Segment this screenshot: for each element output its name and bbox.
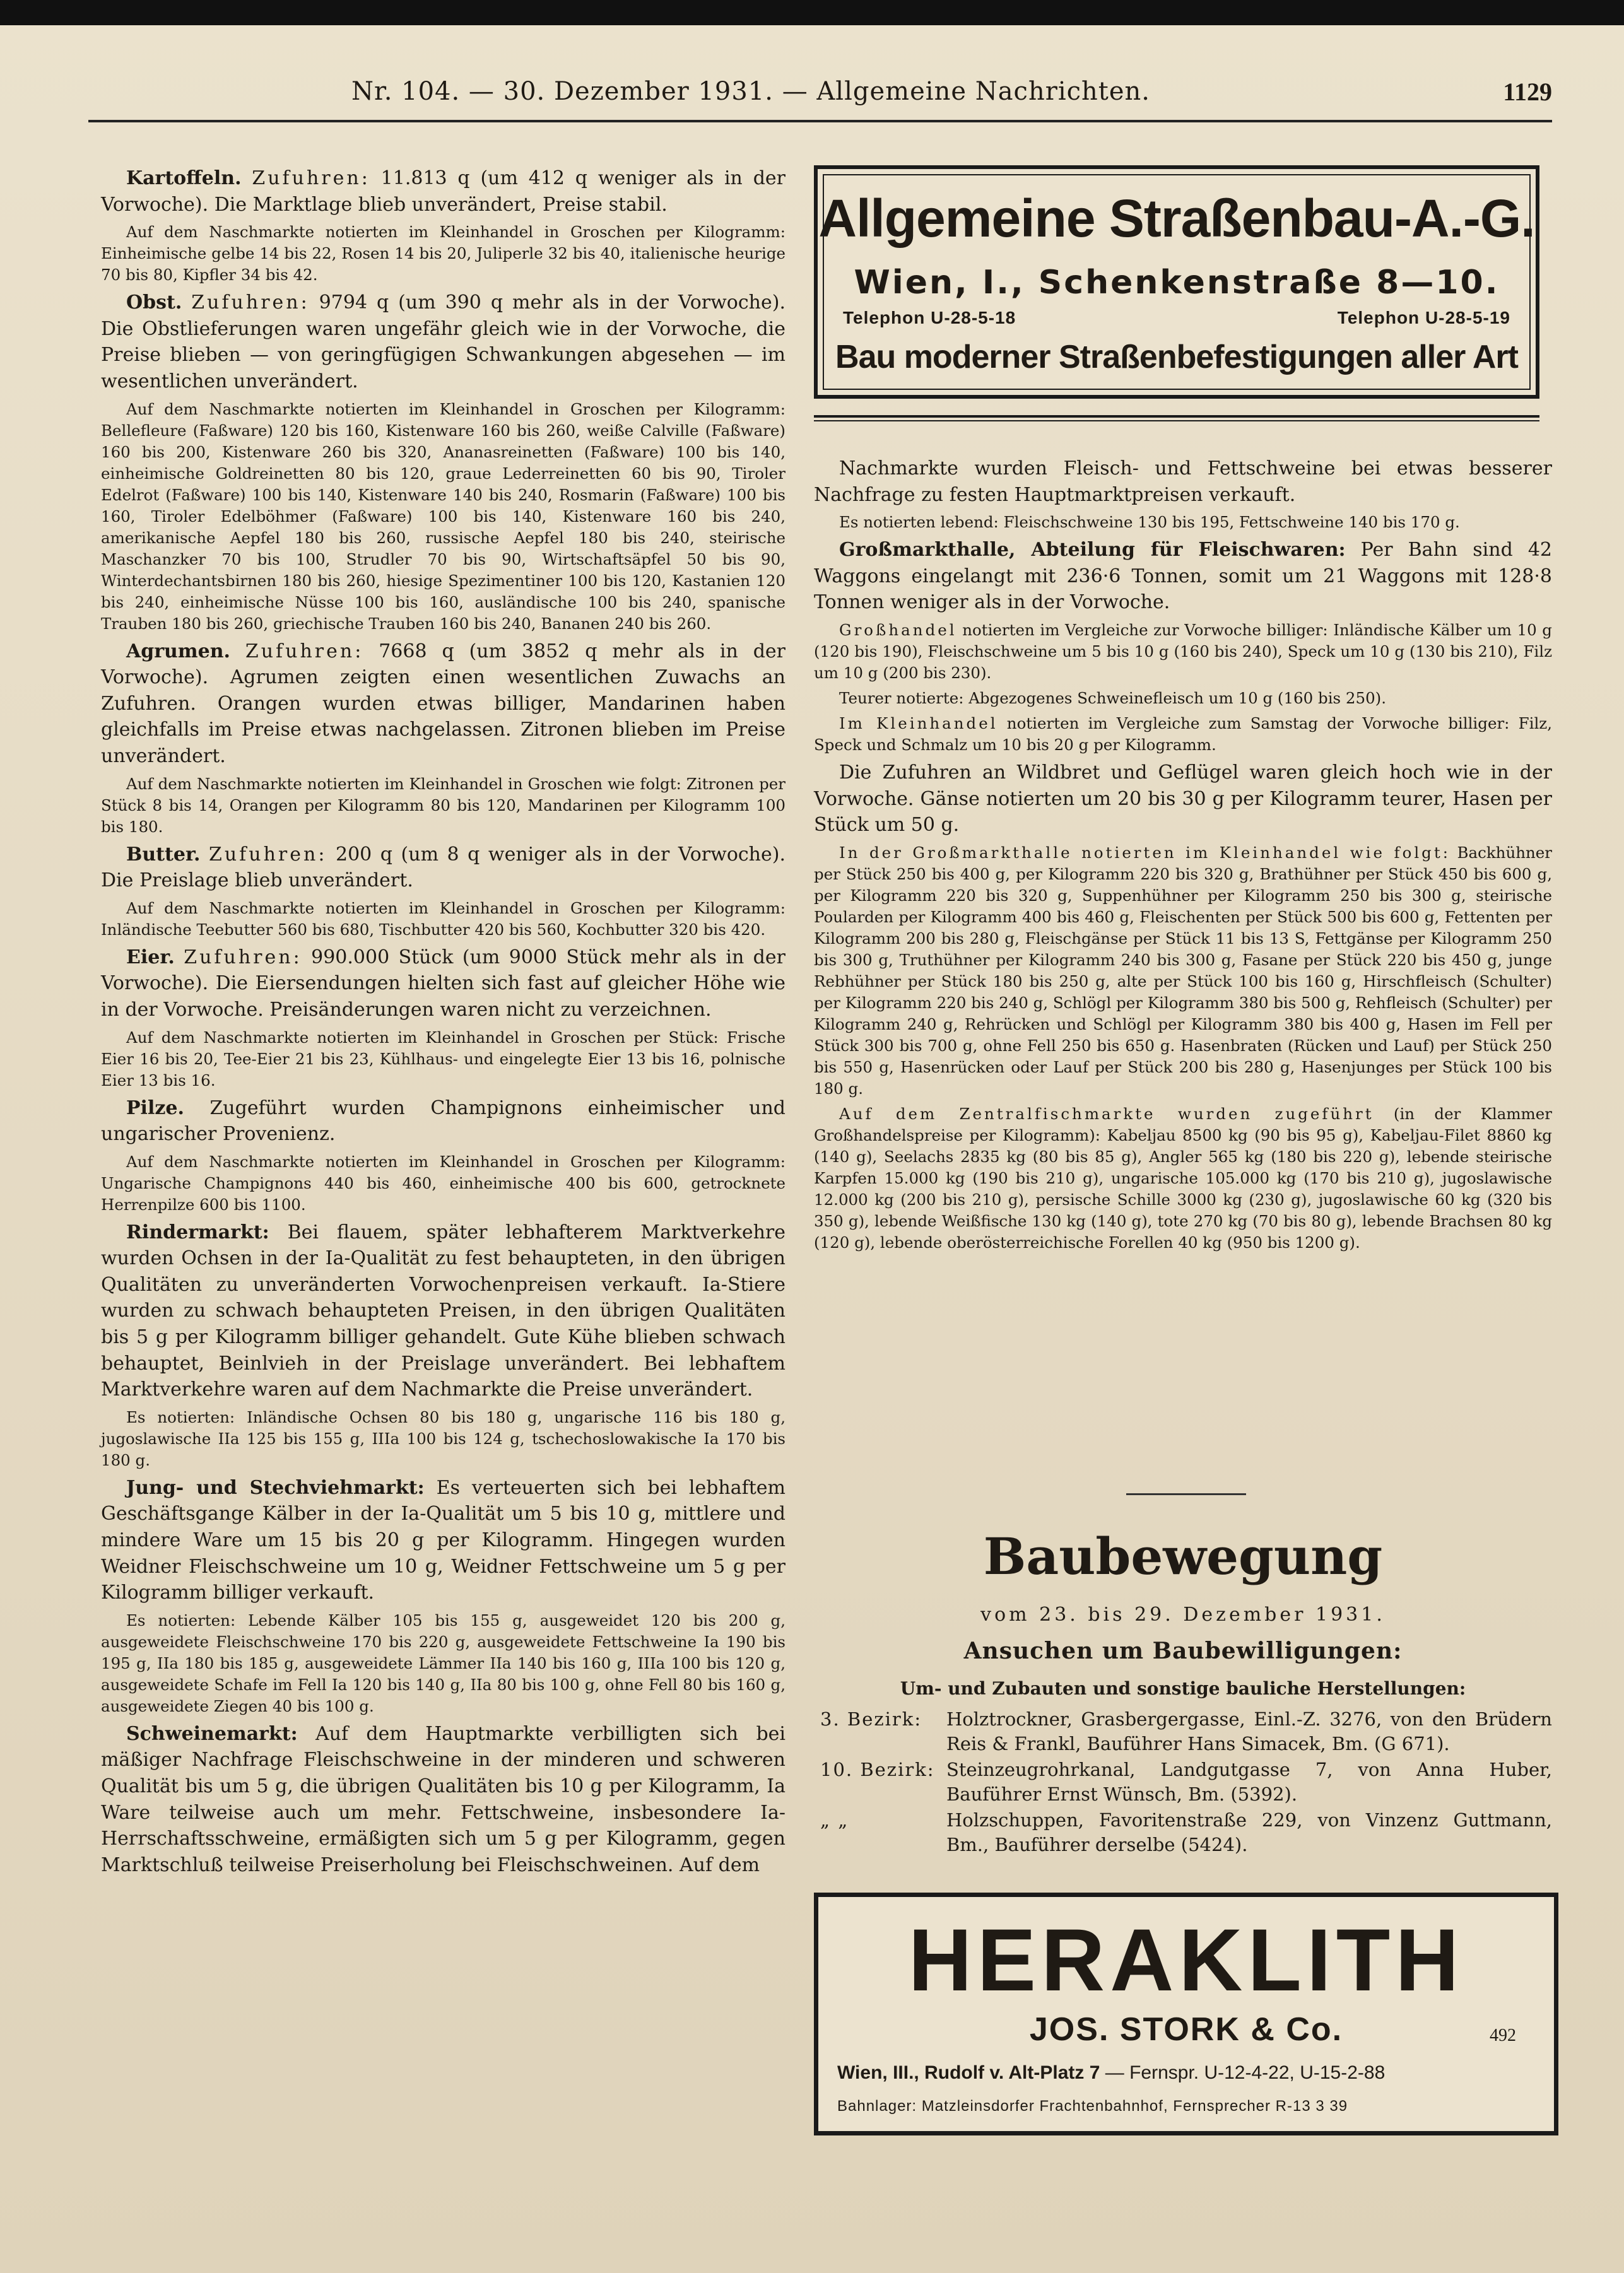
bau-district: 3. Bezirk: (820, 1708, 922, 1730)
paragraph-spaced-lead: Zufuhren: (184, 946, 302, 968)
article-paragraph (814, 512, 1552, 533)
paragraph-spaced-lead: In der Großmarkthalle notierten im Kleinhandel wie folgt: (839, 843, 1450, 862)
paragraph-text: 990.000 Stück (um 9000 Stück mehr als in der Vorwoche). Die Eiersendungen hielten sich fast auf gleicher Höhe wie in der Vorwoche. Preisänderungen waren nicht zu verzeichnen. (101, 946, 786, 1021)
paragraph-text: Per Bahn sind 42 Waggons eingelangt mit 236·6 Tonnen, somit um 21 Waggons mit 128·8 Tonnen weniger als in der Vorwoche. (814, 539, 1552, 614)
paragraph-lead: Agrumen. (126, 640, 230, 662)
article-paragraph (101, 1095, 786, 1148)
paragraph-text: Auf dem Naschmarkte notierten im Kleinhandel in Groschen per Kilogramm: Bellefleure (Faßware) 120 bis 160, Kistenware 160 bis 260, weiße Calville (Faßware) 160 bis 200, Kistenware 260 bis 320, Ananasreinetten (Faßware) 100 bis 140, einheimische Goldreinetten 80 bis 120, graue Lederreinetten 60 bis 90, Tiroler Edelrot (Faßware) 100 bis 140, Kistenware 140 bis 240, Rosmarin (Faßware) 100 bis 160, Tiroler Edelböhmer (Faßware) 100 bis 140, Kistenware 160 bis 240, amerikanische Aepfel 180 bis 260, russische Aepfel 180 bis 240, steirische Maschanzker 70 bis 100, Strudler 70 bis 90, Wirtschaftsäpfel 50 bis 90, Winterdechantsbirnen 180 bis 260, hiesige Spezimentiner 100 bis 120, Kastanien 120 bis 240, einheimische Nüsse 100 bis 160, ausländische 100 bis 240, spanische Trauben 180 bis 260, griechische Trauben 160 bis 240, Bananen 240 bis 260. (101, 399, 786, 633)
paragraph-spaced-lead: Großhandel (839, 620, 957, 639)
paragraph-text: Teurer notierte: Abgezogenes Schweinefleisch um 10 g (160 bis 250). (839, 688, 1387, 707)
heraklith-bahnlager: Bahnlager: Matzleinsdorfer Frachtenbahnhof, Fernsprecher R-13 3 39 (837, 2098, 1348, 2115)
paragraph-spaced-lead: Auf dem Zentralfischmarkte wurden zugeführt (839, 1104, 1374, 1123)
strassenbau-address: Wien, I., Schenkenstraße 8—10. (854, 264, 1500, 302)
baubewegung-entries (820, 1707, 1552, 1859)
running-head: Nr. 104. — 30. Dezember 1931. — Allgemeine Nachrichten. (351, 77, 1151, 106)
article-paragraph (101, 773, 786, 838)
paragraph-text: Die Zufuhren an Wildbret und Geflügel waren gleich hoch wie in der Vorwoche. Gänse notierten um 20 bis 30 g per Kilogramm teurer, Hasen per Stück um 50 g. (814, 761, 1552, 837)
article-paragraph (814, 842, 1552, 1100)
paragraph-text: (in der Klammer Großhandelspreise per Kilogramm): Kabeljau 8500 kg (90 bis 95 g), Kabeljau-Filet 8860 kg (140 g), Seelachs 2835 kg (80 bis 85 g), Angler 565 kg (180 bis 220 g), lebende steirische Karpfen 15.000 kg (190 bis 210 g), ungarische 105.000 kg (170 bis 210 g), jugoslawische 12.000 kg (200 bis 210 g), persische Schille 3000 kg (230 g), jugoslawische 60 kg (320 bis 350 g), lebende Weißfische 130 kg (140 g), tote 270 kg (70 bis 80 g), lebende Brachsen 80 kg (120 g), lebende oberösterreichische Forellen 40 kg (950 bis 1200 g). (814, 1104, 1552, 1252)
baubewegung-date: vom 23. bis 29. Dezember 1931. (980, 1604, 1386, 1626)
paragraph-lead: Pilze. (126, 1096, 184, 1119)
strassenbau-company-name: Allgemeine Straßenbau-A.-G. (818, 189, 1535, 248)
strassenbau-phone-left: Telephon U-28-5-18 (843, 308, 1016, 327)
bau-entry (820, 1707, 1552, 1756)
paragraph-text: Auf dem Naschmarkte notierten im Kleinhandel in Groschen per Kilogramm: Inländische Teebutter 560 bis 680, Tischbutter 420 bis 560, Kochbutter 320 bis 420. (101, 898, 786, 939)
paragraph-text: Es verteuerten sich bei lebhaftem Geschäftsgange Kälber in der Ia-Qualität um 5 bis 10 g, mittlere und mindere Ware um 15 bis 20 g per Kilogramm. Hingegen wurden Weidner Fleischschweine um 10 g, Weidner Fettschweine um 5 g per Kilogramm billiger verkauft. (101, 1476, 786, 1604)
baubewegung-category: Um- und Zubauten und sonstige bauliche Herstellungen: (900, 1678, 1466, 1699)
bau-text: Holzschuppen, Favoritenstraße 229, von Vinzenz Guttmann, Bm., Bauführer derselbe (5424). (946, 1809, 1552, 1855)
article-paragraph (814, 620, 1552, 684)
paragraph-text: Auf dem Naschmarkte notierten im Kleinhandel in Groschen per Stück: Frische Eier 16 bis 20, Tee-Eier 21 bis 23, Kühlhaus- und eingelegte Eier 13 bis 16, polnische Eier 13 bis 16. (101, 1028, 786, 1090)
paragraph-text: 200 q (um 8 q weniger als in der Vorwoche). Die Preislage blieb unverändert. (101, 843, 786, 892)
paragraph-text: notierten im Vergleiche zur Vorwoche billiger: Inländische Kälber um 10 g (120 bis 190), Fleischschweine um 5 bis 10 g (160 bis 240), Speck um 10 g (130 bis 210), Filz um 10 g (200 bis 230). (814, 620, 1552, 682)
article-paragraph (101, 638, 786, 770)
paragraph-text: Backhühner per Stück 250 bis 400 g, per Kilogramm 220 bis 320 g, Brathühner per Stück 450 bis 600 g, per Kilogramm 220 bis 320 g, Suppenhühner per Kilogramm 250 bis 300 g, steirische Poularden per Kilogramm 400 bis 460 g, Fleischenten per Stück 500 bis 600 g, Fettenten per Kilogramm 200 bis 280 g, Fleischgänse per Stück 11 bis 13 S, Fettgänse per Kilogramm 250 bis 300 g, Truthühner per Kilogramm 240 bis 300 g, Fasane per Stück 220 bis 450 g, junge Rebhühner per Stück 180 bis 250 g, alte per Stück 100 bis 160 g, Hirschfleisch (Schulter) per Kilogramm 220 bis 240 g, Schlögl per Kilogramm 380 bis 500 g, Rehfleisch (Schulter) per Kilogramm 240 g, Rehrücken und Schlögl per Kilogramm 380 bis 400 g, Hasen im Fell per Stück 300 bis 700 g, ohne Fell 250 bis 650 g. Hasenbraten (Rücken und Lauf) per Stück 250 bis 550 g, Hasenrücken oder Lauf per Stück 200 bis 280 g, Hasenjunges per Stück 100 bis 180 g. (814, 843, 1552, 1098)
article-paragraph (101, 290, 786, 394)
strassenbau-slogan: Bau moderner Straßenbefestigungen aller Art (835, 339, 1518, 375)
article-paragraph (814, 713, 1552, 756)
article-paragraph (101, 944, 786, 1023)
heraklith-advertisement (814, 1893, 1558, 2135)
article-paragraph (814, 1103, 1552, 1254)
article-paragraph (814, 688, 1552, 709)
scan-top-border (0, 0, 1624, 25)
header-rule (88, 120, 1552, 122)
article-paragraph (814, 537, 1552, 616)
article-paragraph (101, 165, 786, 218)
paragraph-spaced-lead: Zufuhren: (209, 843, 327, 866)
baubewegung-heading: Baubewegung (983, 1527, 1383, 1586)
article-paragraph (101, 898, 786, 941)
paragraph-lead: Schweinemarkt: (126, 1722, 298, 1745)
strassenbau-advertisement (814, 165, 1539, 399)
paragraph-lead: Rindermarkt: (126, 1221, 269, 1243)
heraklith-brand: HERAKLITH (908, 1910, 1464, 2009)
paragraph-text: Nachmarkte wurden Fleisch- und Fettschweine bei etwas besserer Nachfrage zu festen Hauptmarktpreisen verkauft. (814, 457, 1552, 506)
paragraph-text: 11.813 q (um 412 q weniger als in der Vorwoche). Die Marktlage blieb unverändert, Preise stabil. (101, 167, 786, 216)
paragraph-text: Es notierten lebend: Fleischschweine 130 bis 195, Fettschweine 140 bis 170 g. (839, 513, 1460, 532)
paragraph-text: Auf dem Naschmarkte notierten im Kleinhandel in Groschen wie folgt: Zitronen per Stück 8 bis 14, Orangen per Kilogramm 80 bis 120, Mandarinen per Kilogramm 100 bis 180. (101, 774, 786, 836)
paragraph-lead: Obst. (126, 291, 182, 314)
paragraph-text: Auf dem Hauptmarkte verbilligten sich bei mäßiger Nachfrage Fleischschweine in der minderen und schweren Qualität bis um 5 g, die übrigen Qualitäten bis 10 g per Kilogramm, Ia Ware teilweise auch um mehr. Fettschweine, insbesondere Ia-Herrschaftsschweine, ermäßigten sich um 5 g per Kilogramm, gegen Marktschluß teilweise Preiserholung bei Fleischschweinen. Auf dem (101, 1722, 786, 1876)
paragraph-lead: Jung- und Stechviehmarkt: (126, 1476, 425, 1499)
paragraph-text: Es notierten: Inländische Ochsen 80 bis 180 g, ungarische 116 bis 180 g, jugoslawische IIa 125 bis 155 g, IIIa 100 bis 124 g, tschechoslowakische Ia 170 bis 180 g. (101, 1407, 786, 1469)
article-paragraph (101, 1721, 786, 1879)
bau-text: Steinzeugrohrkanal, Landgutgasse 7, von Anna Huber, Bauführer Ernst Wünsch, Bm. (5392). (946, 1759, 1552, 1805)
article-paragraph (101, 1027, 786, 1091)
article-paragraph (101, 842, 786, 894)
article-paragraph (814, 760, 1552, 838)
bau-district: 10. Bezirk: (820, 1759, 935, 1780)
article-paragraph (101, 221, 786, 286)
article-paragraph (101, 1219, 786, 1403)
heraklith-address (837, 2062, 1385, 2084)
heraklith-address-phones: — Fernspr. U-12-4-22, U-15-2-88 (1100, 2062, 1386, 2083)
article-paragraph (101, 1151, 786, 1216)
page-header (88, 74, 1552, 131)
heraklith-address-bold: Wien, III., Rudolf v. Alt-Platz 7 (837, 2062, 1100, 2083)
section-divider (1126, 1493, 1246, 1495)
paragraph-text: Bei flauem, später lebhafterem Marktverkehre wurden Ochsen in der Ia-Qualität zu fest behaupteten, in den übrigen Qualitäten zu unveränderten Vorwochenpreisen verkauft. Ia-Stiere wurden zu schwach behaupteten Preisen, in den übrigen Qualitäten bis 5 g per Kilogramm billiger gehandelt. Gute Kühe blieben schwach behauptet, Beinlvieh in der Preislage unverändert. Bei lebhaftem Marktverkehre waren auf dem Nachmarkte die Preise unverändert. (101, 1221, 786, 1401)
page-number: 1129 (1503, 78, 1552, 106)
paragraph-text: Zugeführt wurden Champignons einheimischer und ungarischer Provenienz. (101, 1096, 786, 1146)
paragraph-text: notierten im Vergleiche zum Samstag der Vorwoche billiger: Filz, Speck und Schmalz um 10 bis 20 g per Kilogramm. (814, 714, 1552, 754)
article-paragraph (101, 1610, 786, 1717)
paragraph-text: 9794 q (um 390 q mehr als in der Vorwoche). Die Obstlieferungen waren ungefähr gleich wie in der Vorwoche, die Preise blieben — von geringfügigen Schwankungen abgesehen — im wesentlichen unverändert. (101, 291, 786, 392)
article-paragraph (814, 455, 1552, 508)
article-paragraph (101, 1407, 786, 1471)
bau-entry (820, 1808, 1552, 1857)
paragraph-text: Auf dem Naschmarkte notierten im Kleinhandel in Groschen per Kilogramm: Ungarische Champignons 440 bis 460, einheimische 400 bis 600, getrocknete Herrenpilze 600 bis 1100. (101, 1152, 786, 1214)
left-column (101, 165, 786, 1882)
paragraph-text: Auf dem Naschmarkte notierten im Kleinhandel in Groschen per Kilogramm: Einheimische gelbe 14 bis 22, Rosen 14 bis 20, Juliperle 32 bis 40, italienische heurige 70 bis 80, Kipfler 34 bis 42. (101, 223, 786, 285)
baubewegung-subheading: Ansuchen um Baubewilligungen: (963, 1638, 1403, 1664)
heraklith-ad-code: 492 (1490, 2026, 1516, 2045)
double-rule-separator (814, 415, 1539, 421)
paragraph-spaced-lead: Zufuhren: (191, 291, 310, 314)
paragraph-lead: Großmarkthalle, Abteilung für Fleischwaren: (839, 539, 1346, 561)
paragraph-text: Es notierten: Lebende Kälber 105 bis 155 g, ausgeweidet 120 bis 200 g, ausgeweidete Fleischschweine 170 bis 220 g, ausgeweidete Fettschweine Ia 190 bis 195 g, IIa 180 bis 185 g, ausgeweidete Lämmer IIa 140 bis 160 g, IIIa 100 bis 120 g, ausgeweidete Schafe im Fell Ia 120 bis 140 g, IIa 80 bis 100 g, ohne Fell 80 bis 160 g, ausgeweidete Ziegen 40 bis 100 g. (101, 1611, 786, 1715)
paragraph-spaced-lead: Zufuhren: (252, 167, 370, 189)
heraklith-owner: JOS. STORK & Co. (1029, 2011, 1343, 2048)
paragraph-lead: Eier. (126, 946, 175, 968)
strassenbau-phone-right: Telephon U-28-5-19 (1337, 308, 1510, 327)
bau-entry (820, 1758, 1552, 1807)
bau-text: Holztrockner, Grasbergergasse, Einl.-Z. 3276, von den Brüdern Reis & Frankl, Bauführer Hans Simacek, Bm. (G 671). (946, 1708, 1552, 1754)
article-paragraph (101, 399, 786, 635)
article-paragraph (101, 1475, 786, 1606)
bau-district: „ „ (820, 1809, 849, 1831)
paragraph-lead: Kartoffeln. (126, 167, 242, 189)
paragraph-spaced-lead: Im Kleinhandel (839, 714, 998, 732)
right-column (814, 455, 1552, 1257)
paragraph-spaced-lead: Zufuhren: (245, 640, 364, 662)
paragraph-lead: Butter. (126, 843, 201, 866)
paragraph-text: 7668 q (um 3852 q mehr als in der Vorwoche). Agrumen zeigten einen wesentlichen Zuwachs an Zufuhren. Orangen wurden etwas billiger, Mandarinen haben gleichfalls im Preise etwas nachgelassen. Zitronen blieben im Preise unverändert. (101, 640, 786, 767)
